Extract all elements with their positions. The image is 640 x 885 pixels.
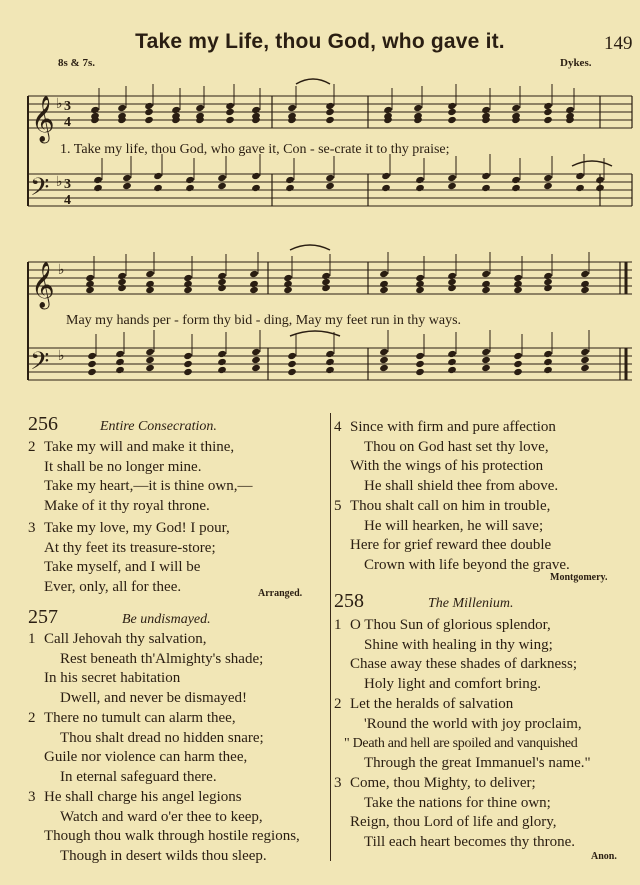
- verse-line: O Thou Sun of glorious splendor,: [350, 617, 551, 633]
- verse-line: Thou on God hast set thy love,: [364, 438, 549, 455]
- note-head: [325, 366, 335, 374]
- verse-number: 2: [334, 696, 342, 712]
- note-head: [481, 364, 491, 372]
- note-head: [87, 360, 97, 368]
- lyric-line-1: 1. Take my life, thou God, who gave it, Con - se-crate it to thy praise;: [60, 142, 450, 157]
- note-head: [285, 184, 295, 192]
- flat-icon: ♭: [56, 96, 63, 112]
- note-head: [144, 116, 154, 124]
- verse-number: 3: [334, 775, 342, 791]
- note-head: [447, 174, 457, 182]
- hymn-number: 257: [28, 606, 58, 628]
- verse-line: Shine with healing in thy wing;: [364, 636, 553, 653]
- time-signature: 3: [64, 99, 71, 114]
- note-head: [145, 286, 155, 294]
- hymn-256-header: [28, 413, 217, 436]
- note-head: [381, 172, 391, 180]
- hymn-heading: Be undismayed.: [122, 612, 211, 627]
- verse-line: Take my will and make it thine,: [44, 439, 235, 455]
- note-head: [481, 172, 491, 180]
- hymn-257-header: [28, 606, 211, 629]
- note-head: [481, 270, 491, 278]
- verse-line: Make of it thy royal throne.: [44, 497, 210, 514]
- note-head: [325, 350, 335, 358]
- verse-line: Ever, only, all for thee.: [44, 578, 182, 595]
- note-head: [183, 286, 193, 294]
- note-head: [251, 172, 261, 180]
- slur: [290, 245, 330, 250]
- note-head: [117, 284, 127, 292]
- note-head: [447, 116, 457, 124]
- note-head: [513, 368, 523, 376]
- note-head: [580, 286, 590, 294]
- verse-line: Take the nations for thine own;: [364, 794, 551, 811]
- note-head: [543, 108, 553, 116]
- verse-line: Take my love, my God! I pour,: [44, 520, 230, 536]
- verse-line: Chase away these shades of darkness;: [350, 656, 578, 672]
- verse-line: He will hearken, he will save;: [364, 517, 544, 534]
- verse-number: 2: [28, 439, 36, 455]
- note-head: [145, 348, 155, 356]
- verse-line: Crown with life beyond the grave.: [364, 556, 570, 573]
- hymn-256-attribution: Arranged.: [258, 588, 303, 599]
- verse-line: At thy feet its treasure-store;: [44, 539, 216, 556]
- note-head: [513, 360, 523, 368]
- note-head: [217, 358, 227, 366]
- verse-line: Call Jehovah thy salvation,: [44, 631, 207, 647]
- note-head: [543, 182, 553, 190]
- hymn-heading: Entire Consecration.: [100, 419, 217, 434]
- verse-line: Guile nor violence can harm thee,: [44, 749, 248, 765]
- note-head: [447, 284, 457, 292]
- note-head: [325, 174, 335, 182]
- note-head: [543, 350, 553, 358]
- verse-line: Though in desert wilds thou sleep.: [60, 847, 267, 864]
- verse-line: Through the great Immanuel's name.": [364, 754, 591, 771]
- flat-icon: ♭: [58, 262, 65, 278]
- note-head: [595, 176, 605, 184]
- page-number: 149: [604, 33, 633, 54]
- note-head: [379, 348, 389, 356]
- note-head: [325, 108, 335, 116]
- note-head: [287, 352, 297, 360]
- note-head: [185, 184, 195, 192]
- slur: [572, 161, 612, 166]
- note-head: [185, 176, 195, 184]
- note-head: [87, 368, 97, 376]
- note-head: [543, 284, 553, 292]
- note-head: [144, 108, 154, 116]
- note-head: [543, 116, 553, 124]
- hymn-title: Take my Life, thou God, who gave it.: [135, 30, 505, 53]
- verse-line: Come, thou Mighty, to deliver;: [350, 775, 536, 791]
- note-head: [145, 356, 155, 364]
- note-head: [580, 348, 590, 356]
- slur: [290, 331, 340, 336]
- note-head: [415, 352, 425, 360]
- note-head: [115, 358, 125, 366]
- note-head: [225, 108, 235, 116]
- note-head: [251, 348, 261, 356]
- hymn-258-verses: [334, 616, 591, 852]
- bass-clef-icon: 𝄢: [30, 347, 50, 382]
- hymn-number: 256: [28, 413, 58, 435]
- slur: [296, 79, 330, 84]
- verse-line: Thou shalt dread no hidden snare;: [60, 729, 264, 746]
- verse-number: 3: [28, 789, 36, 805]
- column-divider: [330, 413, 331, 861]
- note-head: [287, 104, 297, 112]
- note-head: [87, 352, 97, 360]
- note-head: [217, 182, 227, 190]
- hymn-257-verses: [28, 630, 300, 866]
- verse-line: He shall charge his angel legions: [44, 789, 242, 805]
- note-head: [251, 356, 261, 364]
- note-head: [217, 350, 227, 358]
- note-head: [580, 270, 590, 278]
- verse-line: Dwell, and never be dismayed!: [60, 689, 248, 706]
- note-head: [145, 364, 155, 372]
- note-head: [183, 360, 193, 368]
- verse-line: It shall be no longer mine.: [44, 458, 202, 475]
- note-head: [580, 364, 590, 372]
- verse-line: Take my heart,—it is thine own,—: [44, 478, 253, 494]
- verse-line: There no tumult can alarm thee,: [44, 710, 236, 726]
- note-head: [325, 116, 335, 124]
- note-head: [217, 284, 227, 292]
- hymn-heading: The Millenium.: [428, 596, 514, 611]
- note-head: [513, 352, 523, 360]
- note-head: [447, 108, 457, 116]
- note-head: [511, 176, 521, 184]
- note-head: [580, 356, 590, 364]
- treble-clef-icon: 𝄞: [31, 262, 55, 308]
- note-head: [122, 174, 132, 182]
- verse-line: Rest beneath th'Almighty's shade;: [60, 650, 264, 667]
- note-head: [93, 176, 103, 184]
- flat-icon: ♭: [58, 348, 65, 364]
- verse-number: 3: [28, 520, 36, 536]
- composer-label: Dykes.: [560, 57, 592, 69]
- note-head: [145, 270, 155, 278]
- note-head: [115, 366, 125, 374]
- note-head: [283, 286, 293, 294]
- note-head: [415, 360, 425, 368]
- verse-number: 4: [334, 419, 342, 435]
- note-head: [481, 348, 491, 356]
- verse-line: With the wings of his protection: [350, 458, 544, 474]
- hymn-257-continued-verses: [334, 418, 570, 575]
- note-head: [447, 366, 457, 374]
- note-head: [575, 184, 585, 192]
- verse-number: 1: [28, 631, 36, 647]
- verse-line: " Death and hell are spoiled and vanquished: [344, 736, 578, 751]
- hymn-number: 258: [334, 590, 364, 612]
- note-head: [251, 364, 261, 372]
- verse-line: Since with firm and pure affection: [350, 419, 556, 435]
- note-head: [183, 368, 193, 376]
- note-head: [321, 284, 331, 292]
- note-head: [543, 174, 553, 182]
- verse-number: 5: [334, 498, 342, 514]
- hymn-257-attribution: Montgomery.: [550, 572, 608, 583]
- verse-line: Reign, thou Lord of life and glory,: [350, 814, 557, 830]
- time-signature: 3: [64, 177, 71, 192]
- note-head: [415, 176, 425, 184]
- note-head: [511, 104, 521, 112]
- note-head: [575, 172, 585, 180]
- note-head: [481, 286, 491, 294]
- note-head: [285, 176, 295, 184]
- note-head: [415, 184, 425, 192]
- note-head: [251, 184, 261, 192]
- verse-line: Here for grief reward thee double: [350, 537, 552, 553]
- note-head: [93, 184, 103, 192]
- verse-line: Though thou walk through hostile regions,: [44, 828, 300, 844]
- note-head: [415, 286, 425, 294]
- note-head: [379, 356, 389, 364]
- note-head: [379, 364, 389, 372]
- note-head: [153, 172, 163, 180]
- bass-clef-icon: 𝄢: [30, 173, 50, 208]
- note-head: [225, 116, 235, 124]
- flat-icon: ♭: [56, 174, 63, 190]
- note-head: [447, 182, 457, 190]
- note-head: [287, 360, 297, 368]
- note-head: [183, 352, 193, 360]
- meter-label: 8s & 7s.: [58, 57, 95, 69]
- note-head: [413, 104, 423, 112]
- hymn-256-verses: [28, 438, 253, 597]
- note-head: [249, 286, 259, 294]
- note-head: [85, 286, 95, 294]
- note-head: [287, 368, 297, 376]
- note-head: [249, 270, 259, 278]
- verse-line: Watch and ward o'er thee to keep,: [60, 808, 263, 825]
- note-head: [325, 358, 335, 366]
- note-head: [122, 182, 132, 190]
- music-score: [0, 0, 640, 400]
- note-head: [447, 350, 457, 358]
- verse-line: Till each heart becomes thy throne.: [364, 833, 576, 850]
- verse-number: 1: [334, 617, 342, 633]
- time-signature: 4: [64, 115, 71, 130]
- note-head: [217, 174, 227, 182]
- note-head: [481, 184, 491, 192]
- note-head: [511, 184, 521, 192]
- verse-line: In his secret habitation: [44, 670, 181, 686]
- note-head: [195, 104, 205, 112]
- note-head: [379, 270, 389, 278]
- note-head: [381, 184, 391, 192]
- note-head: [543, 366, 553, 374]
- verse-line: Take myself, and I will be: [44, 559, 201, 575]
- note-head: [415, 368, 425, 376]
- note-head: [117, 104, 127, 112]
- note-head: [153, 184, 163, 192]
- note-head: [595, 184, 605, 192]
- verse-line: In eternal safeguard there.: [60, 768, 217, 785]
- verse-line: Let the heralds of salvation: [350, 696, 514, 712]
- note-head: [481, 356, 491, 364]
- verse-line: He shall shield thee from above.: [364, 477, 559, 494]
- note-head: [115, 350, 125, 358]
- verse-number: 2: [28, 710, 36, 726]
- note-head: [543, 358, 553, 366]
- hymn-258-attribution: Anon.: [591, 851, 617, 862]
- note-head: [379, 286, 389, 294]
- note-head: [513, 286, 523, 294]
- note-head: [447, 358, 457, 366]
- time-signature: 4: [64, 193, 71, 208]
- hymn-258-header: [334, 590, 514, 613]
- note-head: [217, 366, 227, 374]
- verse-line: 'Round the world with joy proclaim,: [364, 715, 582, 732]
- verse-line: Thou shalt call on him in trouble,: [350, 498, 551, 514]
- note-head: [325, 182, 335, 190]
- verse-line: Holy light and comfort bring.: [364, 675, 542, 692]
- treble-clef-icon: 𝄞: [31, 96, 55, 142]
- lyric-line-2: May my hands per - form thy bid - ding, May my feet run in thy ways.: [66, 313, 462, 328]
